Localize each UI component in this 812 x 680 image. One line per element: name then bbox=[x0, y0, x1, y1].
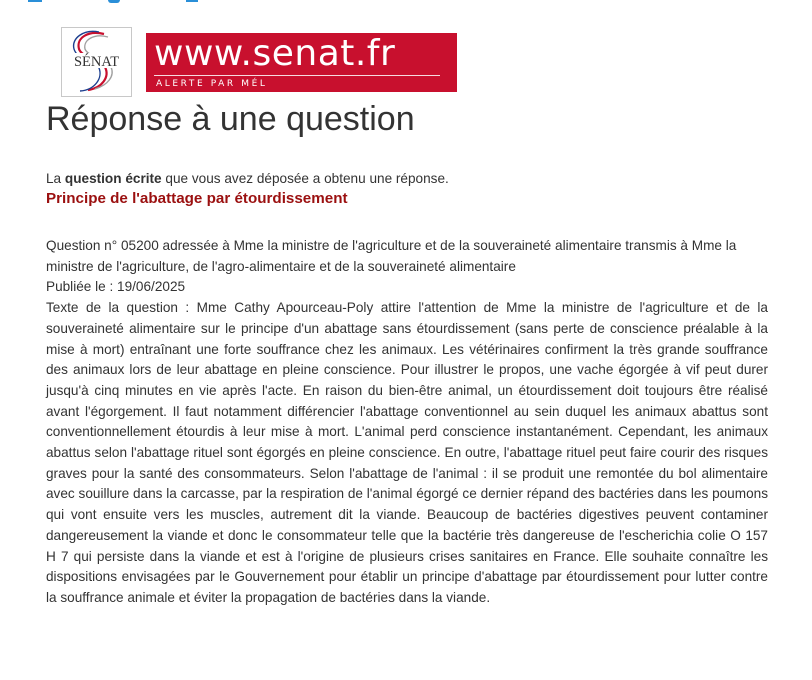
banner-tagline: ALERTE PAR MÉL bbox=[156, 79, 268, 89]
intro-message bbox=[46, 170, 776, 187]
svg-text:SÉNAT: SÉNAT bbox=[73, 54, 120, 70]
question-title[interactable]: Principe de l'abattage par étourdissement bbox=[46, 190, 348, 207]
question-text: Texte de la question : Mme Cathy Apourceau-Poly attire l'attention de Mme la ministre de l'agriculture et de la souveraineté alimentaire sur le principe d'un abattage sans étourdissement (sans perte de conscience préalable à la mise à mort) entraînant une forte souffrance chez les animaux. Les vétérinaires confirment la très grande souffrance des animaux lors de leur abattage en pleine conscience. Pour illustrer le propos, une vache égorgée à vif peut durer jusqu'à cinq minutes en vie après l'acte. En raison du bien-être animal, un étourdissement doit toujours être réalisé avant l'égorgement. Il faut notamment différencier l'abattage conventionnel au sein duquel les animaux abattus sont conventionnellement étourdis à leur mise à mort. L'animal perd conscience instantanément. Cependant, les animaux abattus selon l'abattage rituel sont égorgés en pleine conscience. En outre, l'abattage rituel peut faire courir des risques graves pour la santé des consommateurs. Selon l'abattage de l'animal : il se produit une remontée du bol alimentaire avec souillure dans la carcasse, par la respiration de l'animal égorgé ce dernier répand des bactéries dans les poumons qui vont ensuite vers les muscles, autrement dit la viande. Beaucoup de bactéries digestives peuvent contaminer dangereusement la viande et donc le consommateur telle que la bactérie très dangereuse de l'escherichia colie O 157 H 7 qui persiste dans la viande et est à l'origine de plusieurs crises sanitaires en France. Elle souhaite connaître les dispositions envisagées par le Gouvernement pour établir un principe d'abattage par étourdissement pour lutter contre la souffrance animale et éviter la propagation de bactéries dans la viande. bbox=[46, 300, 768, 605]
top-link-fragment[interactable] bbox=[186, 0, 198, 2]
top-link-fragment[interactable] bbox=[108, 0, 120, 3]
senat-emblem-icon bbox=[62, 28, 131, 96]
page-title: Réponse à une question bbox=[46, 100, 415, 138]
question-addressee: Question n° 05200 adressée à Mme la ministre de l'agriculture et de la souveraineté alimentaire transmis à Mme la ministre de l'agriculture, de l'agro-alimentaire et de la souveraineté alimentaire bbox=[46, 238, 737, 274]
question-details bbox=[46, 236, 768, 609]
banner-url: www.senat.fr bbox=[154, 33, 396, 74]
senat-logo[interactable] bbox=[61, 27, 132, 97]
written-question-link[interactable]: question écrite bbox=[64, 171, 162, 186]
publication-date: Publiée le : 19/06/2025 bbox=[46, 279, 186, 295]
intro-prefix: La bbox=[46, 171, 65, 186]
banner-divider bbox=[154, 75, 440, 76]
top-link-fragment[interactable] bbox=[28, 0, 42, 2]
intro-suffix: que vous avez déposée a obtenu une réponse. bbox=[161, 171, 449, 186]
senat-alert-banner[interactable] bbox=[146, 33, 457, 92]
top-partial-link-bar bbox=[0, 0, 812, 4]
